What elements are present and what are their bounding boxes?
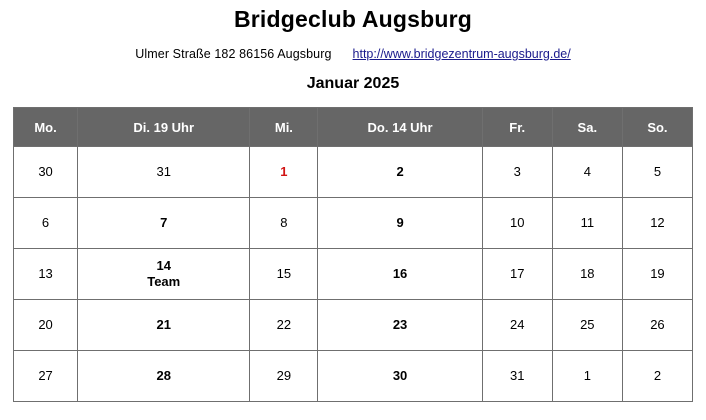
calendar-day-cell[interactable]	[250, 198, 318, 249]
page-title: Bridgeclub Augsburg	[233, 6, 473, 32]
day-number: 21	[156, 316, 171, 332]
calendar-week-row	[14, 300, 693, 351]
day-number: 23	[392, 316, 408, 332]
day-number: 14	[156, 257, 171, 273]
column-header-sunday: So.	[622, 108, 692, 147]
calendar-day-cell[interactable]	[482, 351, 552, 402]
day-number: 7	[160, 214, 168, 230]
day-number: 29	[276, 367, 292, 383]
day-number: 15	[276, 265, 292, 281]
day-number: 31	[156, 163, 171, 179]
calendar-header-row	[14, 108, 693, 147]
day-number: 25	[580, 316, 595, 332]
day-number: 16	[392, 265, 408, 281]
calendar-page	[0, 6, 706, 420]
address-line	[0, 47, 706, 61]
day-number: 26	[650, 316, 665, 332]
column-header-monday: Mo.	[14, 108, 78, 147]
calendar-week-row	[14, 147, 693, 198]
day-number: 13	[38, 265, 53, 281]
calendar-day-cell[interactable]	[552, 198, 622, 249]
day-number: 1	[583, 367, 591, 383]
day-number: 1	[280, 163, 288, 179]
calendar-day-cell[interactable]	[482, 300, 552, 351]
calendar-day-cell[interactable]	[78, 300, 250, 351]
calendar-day-cell[interactable]	[318, 351, 482, 402]
calendar-day-cell[interactable]	[552, 300, 622, 351]
column-header-wednesday: Mi.	[250, 108, 318, 147]
calendar-day-cell[interactable]	[622, 147, 692, 198]
calendar-day-cell[interactable]	[14, 249, 78, 300]
column-header-thursday: Do. 14 Uhr	[318, 108, 482, 147]
day-number: 27	[38, 367, 53, 383]
calendar-day-cell[interactable]	[78, 198, 250, 249]
calendar-day-cell[interactable]	[552, 351, 622, 402]
column-header-friday: Fr.	[482, 108, 552, 147]
calendar-day-cell[interactable]	[250, 300, 318, 351]
calendar-day-cell[interactable]	[482, 249, 552, 300]
calendar-day-cell[interactable]	[14, 351, 78, 402]
calendar-day-cell[interactable]	[622, 249, 692, 300]
day-number: 30	[392, 367, 408, 383]
calendar-day-cell[interactable]	[482, 198, 552, 249]
calendar-week-row	[14, 249, 693, 300]
calendar-day-cell[interactable]	[78, 249, 250, 300]
day-number: 30	[38, 163, 53, 179]
day-number: 2	[396, 163, 404, 179]
day-number: 4	[583, 163, 591, 179]
day-number: 28	[156, 367, 171, 383]
day-number: 17	[509, 265, 525, 281]
calendar-day-cell[interactable]	[622, 198, 692, 249]
calendar-day-cell[interactable]	[14, 198, 78, 249]
calendar-day-cell[interactable]	[250, 147, 318, 198]
calendar-day-cell[interactable]	[14, 147, 78, 198]
day-number: 3	[513, 163, 521, 179]
day-number: 31	[509, 367, 525, 383]
club-address: Ulmer Straße 182 86156 Augsburg	[135, 47, 332, 61]
day-number: 5	[653, 163, 662, 179]
calendar-body	[14, 147, 693, 402]
day-number: 6	[41, 214, 50, 230]
month-title: Januar 2025	[306, 75, 400, 92]
day-number: 8	[280, 214, 288, 230]
day-number: 22	[276, 316, 292, 332]
day-number: 18	[580, 265, 595, 281]
calendar-day-cell[interactable]	[78, 351, 250, 402]
website-link[interactable]: http://www.bridgezentrum-augsburg.de/	[352, 47, 571, 61]
calendar-day-cell[interactable]	[622, 300, 692, 351]
calendar-day-cell[interactable]	[482, 147, 552, 198]
calendar-day-cell[interactable]	[552, 147, 622, 198]
day-number: 19	[650, 265, 665, 281]
calendar-day-cell[interactable]	[318, 249, 482, 300]
day-number: 10	[509, 214, 525, 230]
day-number: 2	[653, 367, 662, 383]
calendar-week-row	[14, 351, 693, 402]
day-event-label: Team	[147, 273, 181, 289]
calendar-day-cell[interactable]	[250, 351, 318, 402]
calendar-week-row	[14, 198, 693, 249]
column-header-saturday: Sa.	[552, 108, 622, 147]
calendar-day-cell[interactable]	[318, 198, 482, 249]
calendar-day-cell[interactable]	[14, 300, 78, 351]
calendar-day-cell[interactable]	[78, 147, 250, 198]
day-number: 11	[580, 214, 595, 230]
calendar-day-cell[interactable]	[250, 249, 318, 300]
calendar-day-cell[interactable]	[318, 300, 482, 351]
day-number: 24	[509, 316, 525, 332]
calendar-day-cell[interactable]	[552, 249, 622, 300]
calendar-day-cell[interactable]	[622, 351, 692, 402]
day-number: 20	[38, 316, 53, 332]
day-number: 12	[650, 214, 665, 230]
day-number: 9	[396, 214, 404, 230]
month-calendar-table	[13, 107, 693, 402]
column-header-tuesday: Di. 19 Uhr	[78, 108, 250, 147]
calendar-day-cell[interactable]	[318, 147, 482, 198]
